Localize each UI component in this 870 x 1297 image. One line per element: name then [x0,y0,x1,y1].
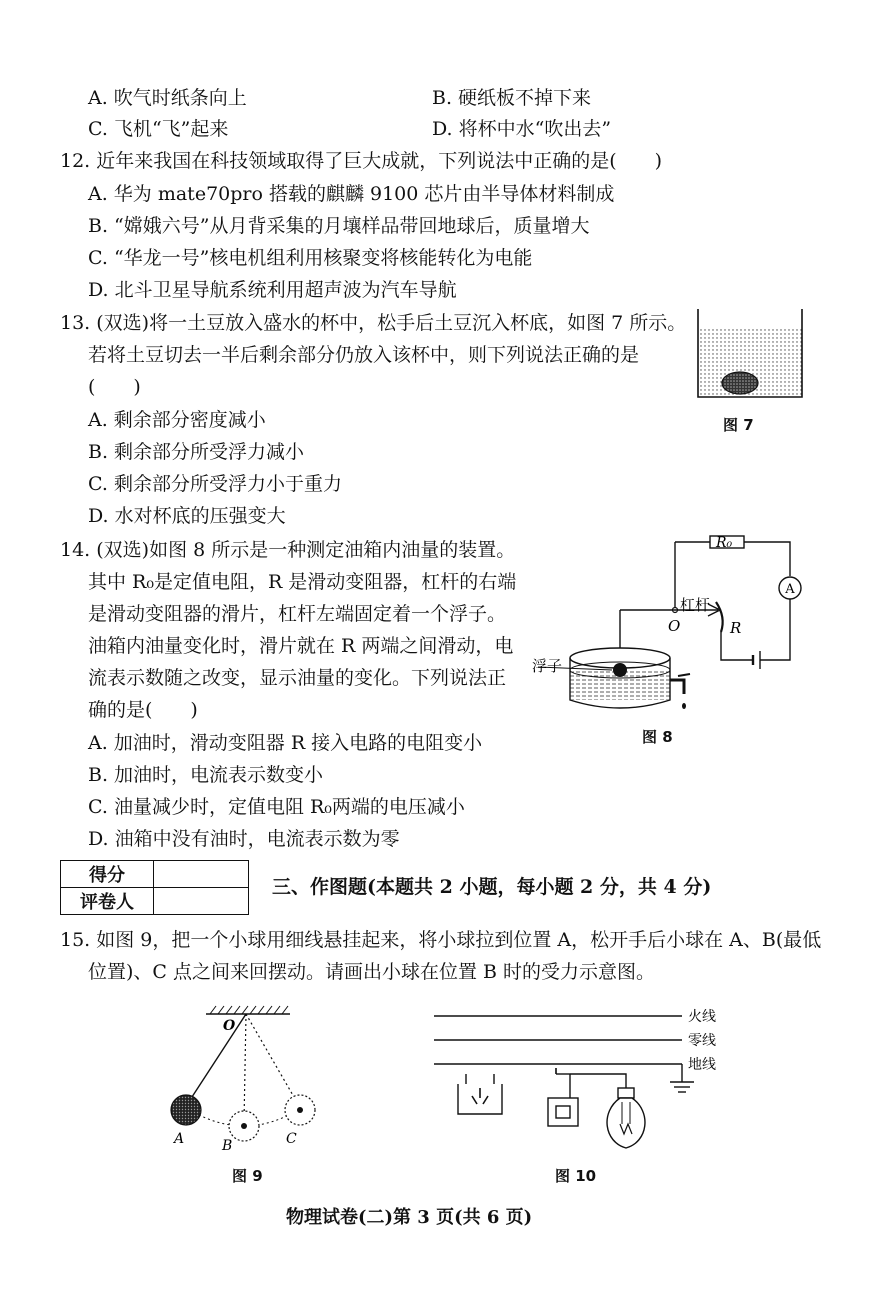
q14-stem-line-1: 14. (双选)如图 8 所示是一种测定油箱内油量的装置。 [60,539,516,561]
grader-field[interactable] [154,888,249,915]
q14-stem-line-4: 油箱内油量变化时，滑片就在 R 两端之间滑动，电 [88,635,514,657]
section-3-title: 三、作图题(本题共 2 小题，每小题 2 分，共 4 分) [272,876,712,898]
q13-option-b: B. 剩余部分所受浮力减小 [88,441,305,463]
q14-option-a: A. 加油时，滑动变阻器 R 接入电路的电阻变小 [88,732,483,754]
q14-option-b: B. 加油时，电流表示数变小 [88,764,324,786]
q11-option-a: A. 吹气时纸条向上 [88,87,247,109]
label-neutral: 零线 [688,1033,716,1049]
q15-stem-line-2: 位置)、C 点之间来回摆动。请画出小球在位置 B 时的受力示意图。 [88,961,656,983]
q13-stem-line-3: ( ) [88,376,141,398]
figure-10-wiring [420,1002,730,1162]
page-footer: 物理试卷(二)第 3 页(共 6 页) [286,1207,533,1228]
socket-icon [458,1074,502,1114]
figure-7-cup [688,305,810,405]
q13-option-a: A. 剩余部分密度减小 [88,409,266,431]
q12-option-b: B. “嫦娥六号”从月背采集的月壤样品带回地球后，质量增大 [88,215,590,237]
q14-stem-line-6: 确的是( ) [88,699,198,721]
score-box [60,860,249,915]
q11-option-c: C. 飞机“飞”起来 [88,118,229,140]
figure-9-pendulum [160,1000,340,1160]
q14-option-d: D. 油箱中没有油时，电流表示数为零 [88,828,400,850]
label-float: 浮子 [532,657,563,675]
ball-a-icon [171,1095,201,1125]
q14-option-c: C. 油量减少时，定值电阻 R₀两端的电压减小 [88,796,465,818]
q13-option-c: C. 剩余部分所受浮力小于重力 [88,473,342,495]
q14-stem-line-3: 是滑动变阻器的滑片，杠杆左端固定着一个浮子。 [88,603,507,625]
rheostat-r [716,602,723,632]
label-o: O [668,617,681,635]
ceiling-hatch [210,1006,288,1014]
grader-label: 评卷人 [61,888,154,915]
figure-9-caption: 图 9 [232,1167,263,1185]
q12-option-a: A. 华为 mate70pro 搭载的麒麟 9100 芯片由半导体材料制成 [88,183,615,205]
fig9-label-o: O [223,1018,236,1034]
label-ground: 地线 [688,1057,716,1073]
ammeter-label: A [785,582,795,597]
q12-option-c: C. “华龙一号”核电机组利用核聚变将核能转化为电能 [88,247,533,269]
figure-10-caption: 图 10 [555,1167,597,1185]
tap-icon [670,680,684,694]
fig9-label-c: C [286,1131,297,1147]
string-a [190,1014,246,1100]
figure-7-caption: 图 7 [723,416,754,434]
fig9-label-a: A [174,1131,185,1147]
q11-option-d: D. 将杯中水“吹出去” [432,118,612,140]
q12-stem: 12. 近年来我国在科技领域取得了巨大成就，下列说法中正确的是( ) [60,150,663,172]
figure-8-circuit [528,530,810,720]
figure-8-caption: 图 8 [642,728,673,746]
q14-stem-line-5: 流表示数随之改变，显示油量的变化。下列说法正 [88,667,507,689]
switch-icon [548,1074,578,1126]
label-live: 火线 [688,1009,716,1025]
string-c [246,1014,298,1104]
q14-stem-line-2: 其中 R₀是定值电阻，R 是滑动变阻器，杠杆的右端 [88,571,517,593]
q13-stem-line-2: 若将土豆切去一半后剩余部分仍放入该杯中，则下列说法正确的是 [88,344,640,366]
potato-icon [722,372,758,394]
label-lever: 杠杆 [680,596,711,614]
score-label: 得分 [61,861,154,888]
q12-option-d: D. 北斗卫星导航系统利用超声波为汽车导航 [88,279,457,301]
q15-stem-line-1: 15. 如图 9，把一个小球用细线悬挂起来，将小球拉到位置 A，松开手后小球在 A、B(最低 [60,929,822,951]
string-b [244,1014,246,1122]
q11-option-b: B. 硬纸板不掉下来 [432,87,592,109]
float-icon [613,663,627,677]
q13-stem-line-1: 13. (双选)将一土豆放入盛水的杯中，松手后土豆沉入杯底，如图 7 所示。 [60,312,687,334]
score-field[interactable] [154,861,249,888]
fig9-label-b: B [222,1138,233,1154]
label-r0: R₀ [716,535,733,551]
q13-option-d: D. 水对杯底的压强变大 [88,505,286,527]
label-r: R [730,619,742,637]
